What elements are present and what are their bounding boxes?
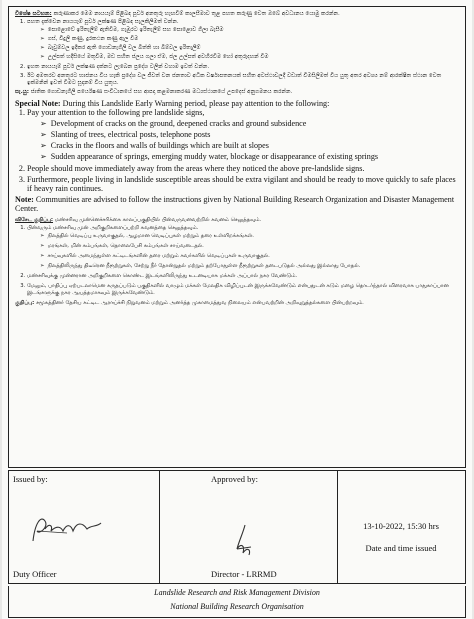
tamil-intro-label: விசேட குறிப்பு: — [15, 216, 54, 223]
sinhala-note-text: ජාතික ගොඩනැගිලි පර්යේෂණ සංවිධානයේ සහ ආපදා කළමනාකරණ මධ්‍යස්ථානයේ උපදෙස් අනුගමනය කරන්න. — [30, 88, 293, 95]
director-label: Director - LRRMD — [211, 569, 277, 579]
tamil-note-text: சமூகத்தினர் தேசிய கட்டிட ஆராய்ச்சி நிறுவனம் மற்றும் அனர்த்த முகாமைத்துவ நிலையம் என்பவற்றின் அறிவுறுத்தல்களை பின்பற்றவும். — [35, 299, 364, 306]
duty-officer-label: Duty Officer — [13, 569, 57, 579]
document-page — [2, 0, 472, 619]
english-note-label: Note: — [15, 194, 34, 204]
tamil-list — [15, 225, 459, 297]
issued-by-label: Issued by: — [13, 474, 48, 484]
footer-organisation: National Building Research Organisation — [170, 602, 304, 611]
sinhala-bullet: ➢ උල්පත් හදිසියේ මතුවීම, මඩ සහිත ජලය ගලා ඒම, ජල උල්පත් අවහිරවීම හෝ අතුරුදහන් වීම — [49, 54, 459, 61]
english-note-text: Communities are advised to follow the instructions given by National Building Research Organization and Disaster Management Center. — [15, 194, 455, 213]
english-item-2: 2. People should move immediately away from the areas where they noticed the above pre-landslide signs. — [27, 164, 459, 173]
sinhala-bullet: ➢ ගස්, විදුලි කණු, දුරකථන කණු ඇල වීම — [49, 36, 459, 43]
approved-by-label: Approved by: — [211, 474, 258, 484]
sinhala-section — [15, 11, 459, 96]
tamil-note-label: குறிப்பு: — [15, 299, 35, 306]
date-time-label: Date and time issued — [365, 543, 437, 553]
tamil-item-2: 2. மண்சரிவுக்கு முன்னரான அறிகுறிகளை கொண்ட இடங்களிலிருந்து உடனடியாக மக்கள் அப்பால் நகர வேண்டும். — [27, 273, 459, 280]
director-signature-image — [229, 523, 259, 563]
sinhala-intro — [15, 11, 459, 18]
issuer-signature-image — [27, 511, 107, 551]
english-bullet: ➢ Slanting of trees, electrical posts, telephone posts — [51, 130, 459, 139]
english-bullet: ➢ Cracks in the floors and walls of buildings which are built at slopes — [51, 141, 459, 150]
sinhala-item-3: 3. ඊට අමතරව අනතුරට භාජනය විය හැකි ප්‍රදේශ වල ජීවත් වන ජනතාව අධික වර්ෂාපතනයක් සහිත අවස්ථාවලදී වඩාත් විමසිලිමත් විය යුතු අතර අවශ්‍ය නම් ආරක්ෂිත ස්ථාන වෙත ඉක්මනින් ඉවත් වීමට සූදානම් විය යුතුය. — [27, 73, 459, 87]
issued-by-cell — [9, 471, 160, 583]
english-item-1 — [27, 108, 459, 161]
english-note — [15, 195, 459, 213]
footer-division: Landslide Research and Risk Management Division — [154, 588, 320, 597]
special-note-text: During this Landslide Early Warning period, please pay attention to the following: — [62, 98, 330, 108]
tamil-intro-text: மண்சரிவு முன்னெச்சரிக்கை காலப்பகுதியில் பின்வருவனவற்றில் கவனம் செலுத்தவும். — [54, 216, 262, 223]
english-section — [15, 99, 459, 213]
sinhala-intro-text: කරුණාකර මෙම නායයෑම් පිළිබඳ පූර්ව අනතුරු හැඟවීම් කාලසීමාව තුළ පහත කරුණු වෙත ඔබේ අවධානය යොමු කරන්න. — [53, 11, 340, 17]
date-time-cell — [337, 471, 465, 583]
english-bullet: ➢ Development of cracks on the ground, deepened cracks and ground subsidence — [51, 119, 459, 128]
sinhala-bullet: ➢ පොළොවේ ඉරිතැලීම් ඇතිවීම, ගැඹුරට ඉරිතැලීම් සහ පොළොව ගිලා බැසීම — [49, 27, 459, 34]
tamil-note — [15, 300, 459, 307]
english-special-note — [15, 99, 459, 108]
tamil-item-1-text: பின்வரும் மண்சரிவு முன் அறிகுறிகளைப்பற்றி கவனத்தை செலுத்தவும். — [27, 224, 199, 231]
signature-table — [8, 470, 466, 584]
tamil-bullet: ➢ நிலத்தில் வெடிப்பு உருவாகுதல், ஆழமான வெடிப்புகள் மற்றும் தரை உள்ளிறக்கங்கள். — [49, 233, 459, 240]
approved-by-cell — [159, 471, 338, 583]
warning-notes-box — [8, 6, 466, 468]
english-item-3: 3. Furthermore, people living in landslide susceptible areas should be extra vigilant and should be ready to move quickly to safe places if heavy rain continues. — [27, 175, 459, 193]
sinhala-item-1 — [27, 19, 459, 61]
tamil-bullet: ➢ மரங்கள், மின் கம்பங்கள், தொலைபேசி கம்பங்கள் சாய்வடைதல். — [49, 243, 459, 250]
english-list — [15, 108, 459, 193]
sinhala-note — [15, 89, 459, 96]
sinhala-list — [15, 19, 459, 87]
english-bullets — [27, 119, 459, 161]
tamil-item-3: 3. மேலும், பாதிப்பு ஏற்படலாமென கருதப்படும் பகுதிகளில் வாழும் மக்கள் மேலதிக விழிப்புடன் இருக்கவேண்டும் என்பதுடன் கடும் மழை தொடர்ந்தால் விரைவாக பாதுகாப்பான இடங்களுக்கு நகர ஆயத்தமாகவும் இருக்கவேண்டும். — [27, 283, 459, 297]
sinhala-intro-label: විශේෂ සටහන: — [15, 11, 52, 17]
tamil-bullet: ➢ சாய்வுகளில் அமைந்துள்ள கட்டிடங்களின் தரை மற்றும் சுவர்களில் வெடிப்புகள் உருவாகுதல். — [49, 253, 459, 260]
sinhala-note-label: සැ.යු: — [15, 88, 29, 95]
english-item-1-text: Pay your attention to the following pre landslide signs, — [27, 108, 205, 118]
date-time-value: 13-10-2022, 15:30 hrs — [363, 521, 439, 531]
footer — [8, 586, 466, 618]
english-bullet: ➢ Sudden appearance of springs, emerging muddy water, blockage or disappearance of existing springs — [51, 152, 459, 161]
sinhala-item-1-text: පහත දැක්වෙන නායයෑම් පූර්ව ලක්ෂණ පිළිබඳ සැලකිලිමත් වන්න. — [27, 19, 179, 26]
tamil-item-1 — [27, 225, 459, 270]
sinhala-bullet: ➢ බෑවුම්වල ඉදිකර ඇති ගොඩනැගිලි වල බිත්ති හා බිම්වල ඉරිතැලීම් — [49, 45, 459, 52]
tamil-bullets — [27, 233, 459, 270]
tamil-intro — [15, 217, 459, 224]
sinhala-item-2: 2. ඉහත නායයෑම් පූර්ව ලක්ෂණ දක්නට ලැබෙන ප්‍රදේශ වලින් වහාම ඉවත් වන්න. — [27, 64, 459, 71]
tamil-section — [15, 217, 459, 307]
special-note-label: Special Note: — [15, 98, 61, 108]
tamil-bullet: ➢ நிலத்திலிருந்து திடீரென நீரூற்றுகள், சேற்று நீர் தோன்றுதல் மற்றும் தற்போதுள்ள நீரூற்றுகள் தடைபடுதல் அல்லது இல்லாது போதல். — [49, 263, 459, 270]
sinhala-bullets — [27, 27, 459, 61]
